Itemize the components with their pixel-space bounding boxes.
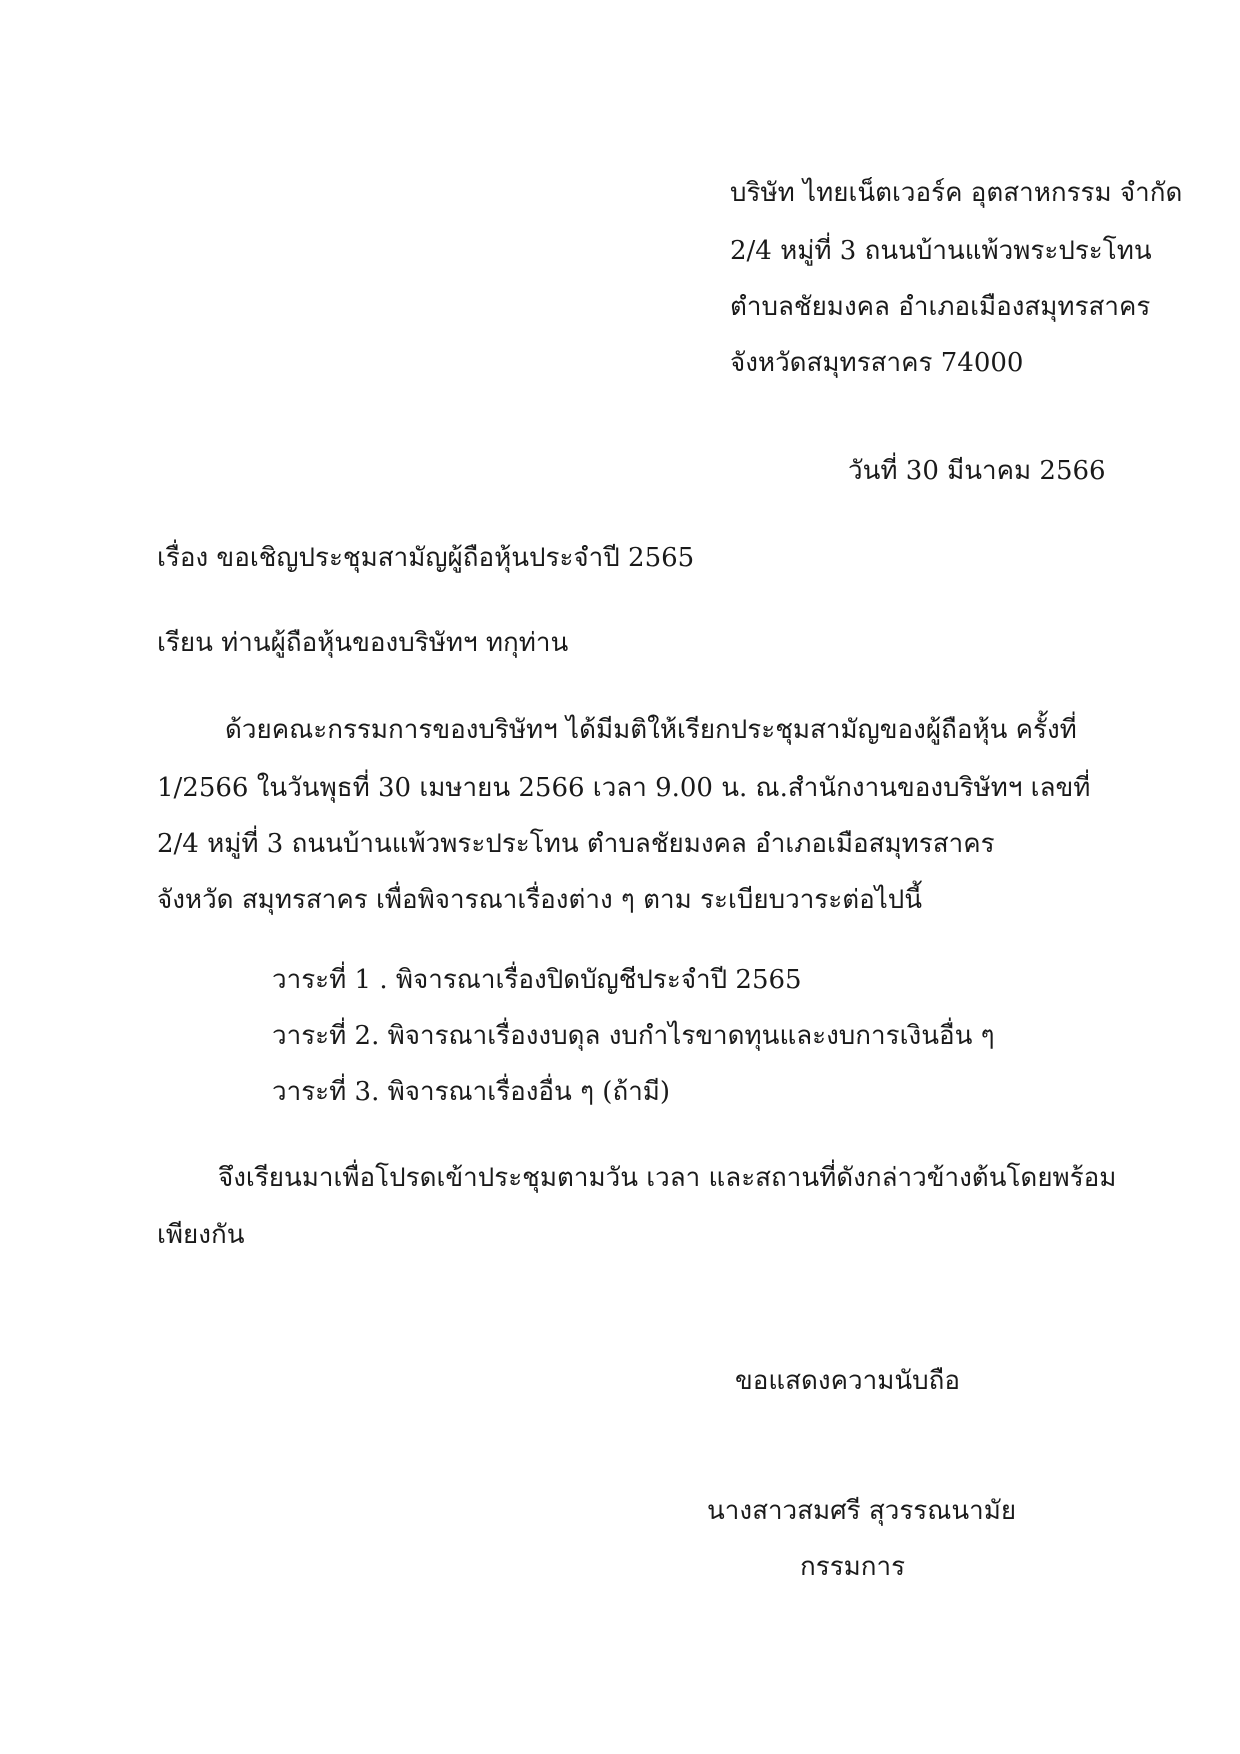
closing-line-1: จึงเรียนมาเพื่อโปรดเข้าประชุมตามวัน เวลา และสถานที่ดังกล่าวข้างต้นโดยพร้อม [218,1163,1117,1193]
body-line-3: 2/4 หมู่ที่ 3 ถนนบ้านแพ้วพระประโทน ตำบลชัยมงคล อำเภอเมือสมุทรสาคร [157,829,995,859]
sender-address-line2: ตำบลชัยมงคล อำเภอเมืองสมุทรสาคร [730,292,1151,322]
body-line-1: ด้วยคณะกรรมการของบริษัทฯ ได้มีมติให้เรียกประชุมสามัญของผู้ถือหุ้น ครั้งที่ [225,715,1077,745]
signatory-title: กรรมการ [800,1552,906,1582]
signoff: ขอแสดงความนับถือ [735,1366,960,1396]
closing-line-2: เพียงกัน [157,1220,245,1250]
signatory-name: นางสาวสมศรี สุวรรณนามัย [707,1496,1017,1526]
letter-date: วันที่ 30 มีนาคม 2566 [848,456,1106,486]
agenda-item-2: วาระที่ 2. พิจารณาเรื่องงบดุล งบกำไรขาดทุนและงบการเงินอื่น ๆ [272,1021,995,1051]
agenda-item-3: วาระที่ 3. พิจารณาเรื่องอื่น ๆ (ถ้ามี) [272,1077,671,1107]
sender-address-line3: จังหวัดสมุทรสาคร 74000 [730,348,1024,378]
letter-subject: เรื่อง ขอเชิญประชุมสามัญผู้ถือหุ้นประจำปี 2565 [157,543,695,573]
body-line-4: จังหวัด สมุทรสาคร เพื่อพิจารณาเรื่องต่าง ๆ ตาม ระเบียบวาระต่อไปนี้ [157,885,923,915]
agenda-item-1: วาระที่ 1 . พิจารณาเรื่องปิดบัญชีประจำปี 2565 [272,965,802,995]
letter-salutation: เรียน ท่านผู้ถือหุ้นของบริษัทฯ ทกุท่าน [157,628,569,658]
sender-company: บริษัท ไทยเน็ตเวอร์ค อุตสาหกรรม จำกัด [730,178,1183,208]
sender-address-line1: 2/4 หมู่ที่ 3 ถนนบ้านแพ้วพระประโทน [730,236,1152,266]
body-line-2: 1/2566 ในวันพุธที่ 30 เมษายน 2566 เวลา 9.00 น. ณ.สำนักงานของบริษัทฯ เลขที่ [157,773,1091,803]
